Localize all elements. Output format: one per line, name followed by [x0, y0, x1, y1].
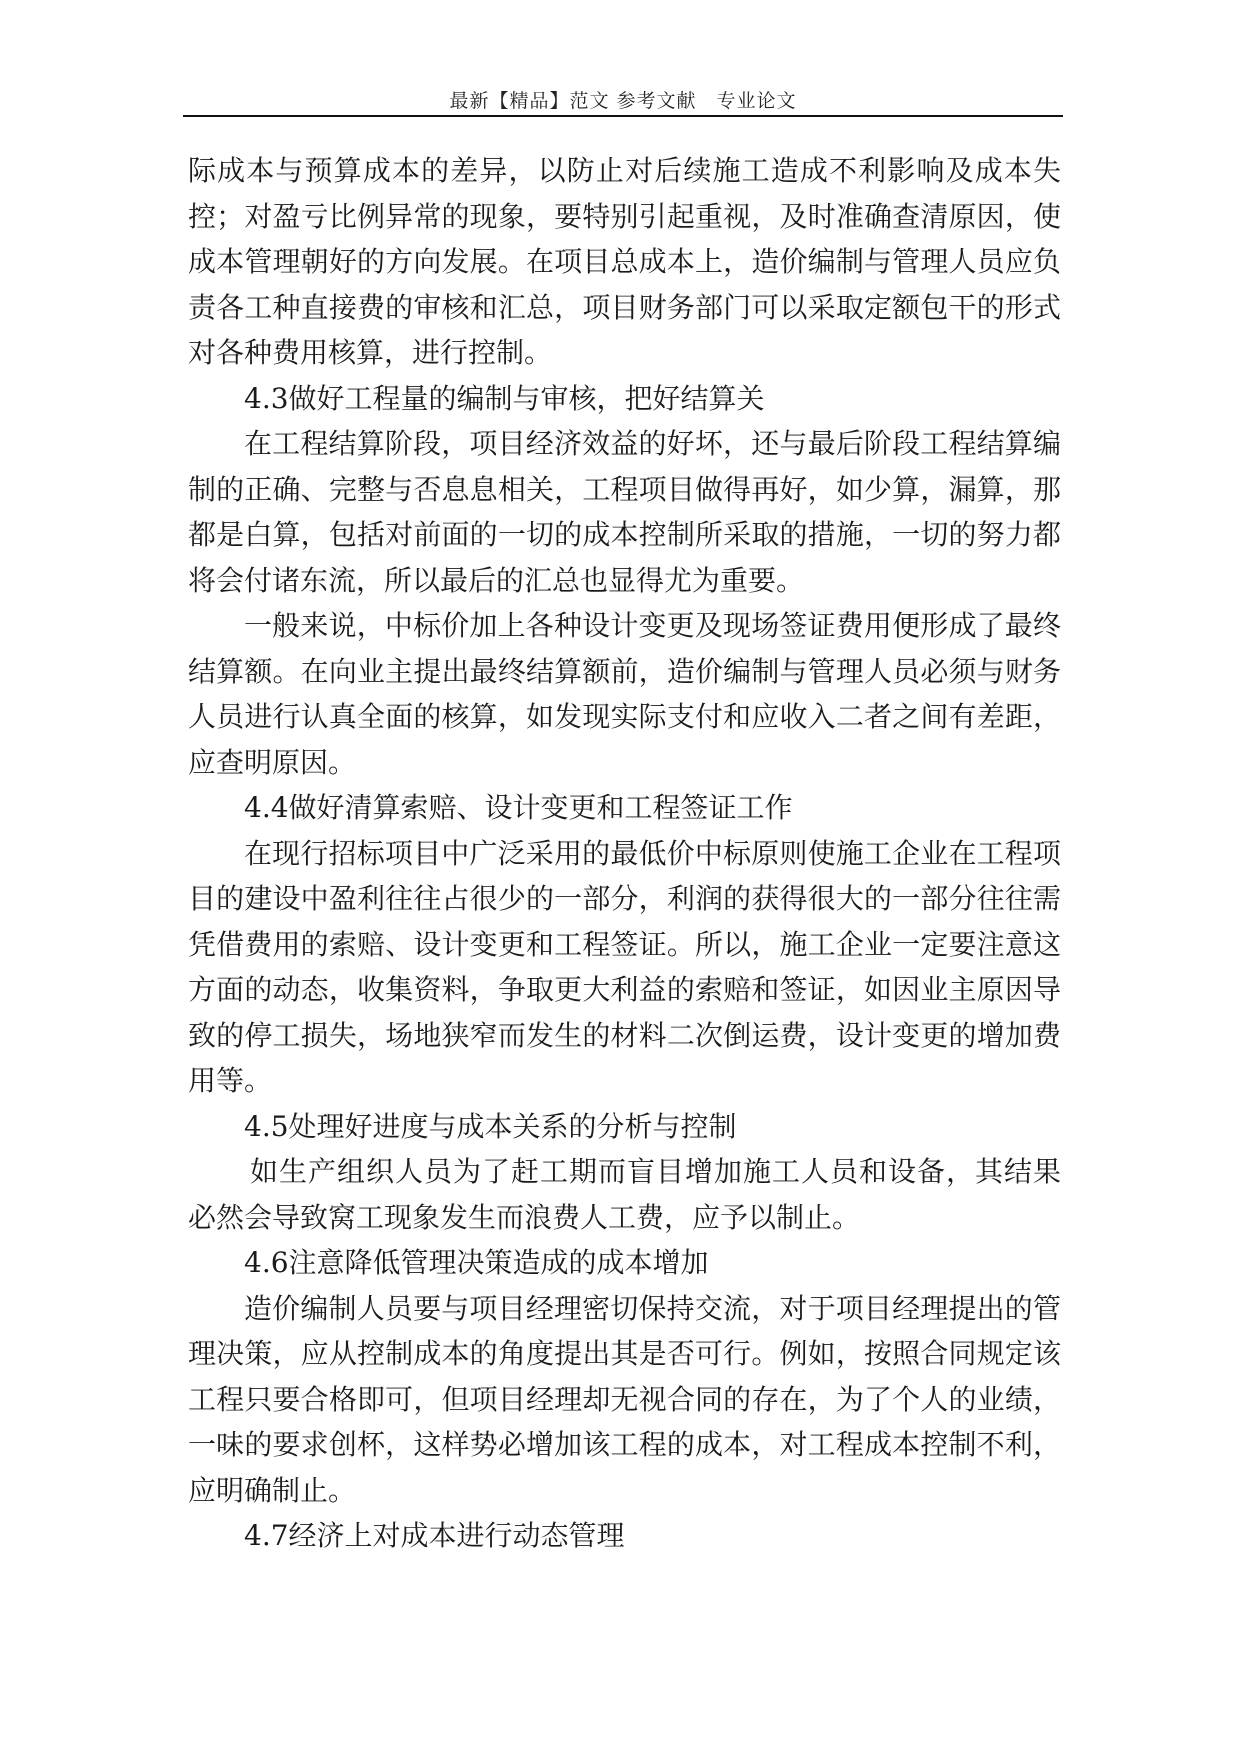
page-header: 最新【精品】范文 参考文献 专业论文 — [449, 90, 797, 112]
section-heading-4-6: 4.6注意降低管理决策造成的成本增加 — [244, 1246, 709, 1279]
header-divider — [183, 115, 1063, 117]
section-heading-4-4: 4.4做好清算索赔、设计变更和工程签证工作 — [244, 791, 793, 824]
document-body — [188, 148, 1061, 1559]
section-heading-4-5: 4.5处理好进度与成本关系的分析与控制 — [244, 1109, 737, 1143]
body-paragraph: 际成本与预算成本的差异，以防止对后续施工造成不利影响及成本失控；对盈亏比例异常的现象，要特别引起重视，及时准确查清原因，使成本管理朝好的方向发展。在项目总成本上，造价编制与管理人员应负责各工种直接费的审核和汇总，项目财务部门可以采取定额包干的形式对各种费用核算，进行控制。 — [188, 154, 1061, 369]
body-paragraph: 在工程结算阶段，项目经济效益的好坏，还与最后阶段工程结算编制的正确、完整与否息息相关，工程项目做得再好，如少算，漏算，那都是白算，包括对前面的一切的成本控制所采取的措施，一切的努力都将会付诸东流，所以最后的汇总也显得尤为重要。 — [188, 427, 1061, 597]
section-heading-4-7: 4.7经济上对成本进行动态管理 — [244, 1519, 625, 1552]
body-paragraph: 在现行招标项目中广泛采用的最低价中标原则使施工企业在工程项目的建设中盈利往往占很少的一部分，利润的获得很大的一部分往往需凭借费用的索赔、设计变更和工程签证。所以，施工企业一定要注意这方面的动态，收集资料，争取更大利益的索赔和签证，如因业主原因导致的停工损失，场地狭窄而发生的材料二次倒运费，设计变更的增加费用等。 — [188, 836, 1061, 1097]
body-paragraph: 一般来说，中标价加上各种设计变更及现场签证费用便形成了最终结算额。在向业主提出最终结算额前，造价编制与管理人员必须与财务人员进行认真全面的核算，如发现实际支付和应收入二者之间有差距，应查明原因。 — [188, 609, 1061, 779]
body-paragraph: 如生产组织人员为了赶工期而盲目增加施工人员和设备，其结果必然会导致窝工现象发生而浪费人工费，应予以制止。 — [188, 1155, 1061, 1234]
body-paragraph: 造价编制人员要与项目经理密切保持交流，对于项目经理提出的管理决策，应从控制成本的角度提出其是否可行。例如，按照合同规定该工程只要合格即可，但项目经理却无视合同的存在，为了个人的业绩，一味的要求创杯，这样势必增加该工程的成本，对工程成本控制不利，应明确制止。 — [188, 1291, 1061, 1507]
section-heading-4-3: 4.3做好工程量的编制与审核，把好结算关 — [244, 381, 765, 415]
